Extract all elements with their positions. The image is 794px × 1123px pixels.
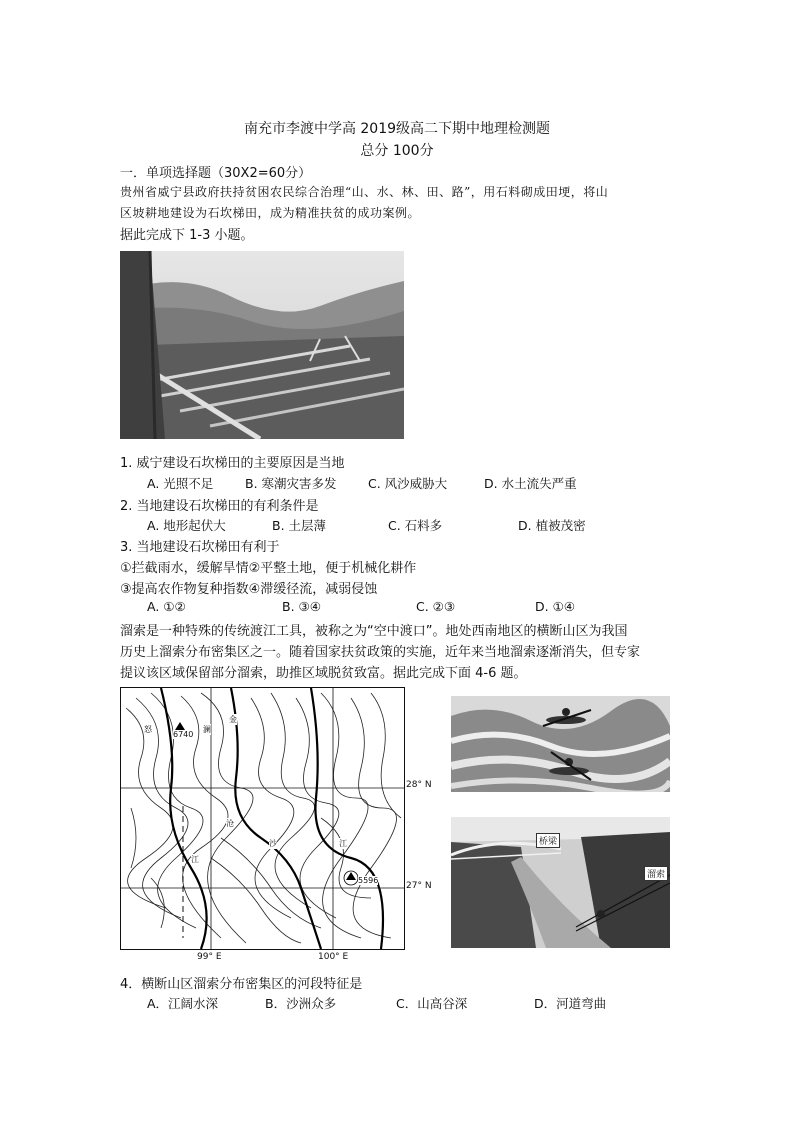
peak-marker-1: [175, 722, 185, 730]
q1-option-c[interactable]: C. 风沙威胁大: [368, 476, 448, 491]
q2-option-d[interactable]: D. 植被茂密: [518, 518, 586, 533]
river-label-jiang-2: 江: [339, 839, 347, 848]
bridge-label: 桥梁: [536, 833, 560, 848]
q1-stem: 1. 威宁建设石坎梯田的主要原因是当地: [120, 456, 345, 471]
passage2-line2: 历史上溜索分布密集区之一。随着国家扶贫政策的实施，近年来当地溜索逐渐消失，但专家: [120, 645, 641, 660]
passage1-line1: 贵州省威宁县政府扶持贫困农民综合治理“山、水、林、田、路”，用石料砌成田埂，将山: [120, 185, 609, 199]
q1-option-b[interactable]: B. 寒潮灾害多发: [245, 476, 337, 491]
q2-option-b[interactable]: B. 土层薄: [272, 518, 327, 533]
lon-label-99e: 99° E: [197, 952, 222, 962]
river-label-lan: 澜: [203, 725, 211, 734]
q3-option-a[interactable]: A. ①②: [147, 599, 186, 614]
q4-option-b[interactable]: B．沙洲众多: [265, 996, 337, 1011]
q4-option-c[interactable]: C．山高谷深: [396, 996, 468, 1011]
q2-option-a[interactable]: A. 地形起伏大: [147, 518, 226, 533]
q3-option-d[interactable]: D. ①④: [535, 599, 575, 614]
zipline-label: 溜索: [644, 866, 668, 881]
river-label-sha: 沙: [269, 839, 277, 848]
q3-option-c[interactable]: C. ②③: [416, 599, 456, 614]
q3-statements-2: ③提高农作物复种指数④滞缓径流，减弱侵蚀: [120, 582, 378, 597]
river-label-cang: 沧: [226, 819, 234, 828]
q2-stem: 2. 当地建设石坎梯田的有利条件是: [120, 499, 319, 514]
river-label-jiang-1: 江: [191, 855, 199, 864]
q3-statements-1: ①拦截雨水，缓解旱情②平整土地，便于机械化耕作: [120, 561, 417, 576]
q4-option-a[interactable]: A．江阔水深: [147, 996, 219, 1011]
passage2-line3: 提议该区域保留部分溜索，助推区域脱贫致富。据此完成下面 4-6 题。: [120, 666, 527, 681]
q1-option-a[interactable]: A. 光照不足: [147, 476, 214, 491]
kayak-photo: [451, 696, 670, 792]
lon-label-100e: 100° E: [318, 952, 349, 962]
q3-option-b[interactable]: B. ③④: [282, 599, 321, 614]
peak-marker-2: [346, 872, 356, 880]
river-label-jin: 金: [229, 715, 237, 724]
lat-label-27n: 27° N: [406, 881, 432, 891]
gorge-photo: [451, 817, 670, 948]
peak-label-1: 6740: [173, 730, 194, 739]
q4-option-d[interactable]: D．河道弯曲: [534, 996, 607, 1011]
peak-label-2: 5596: [358, 876, 379, 885]
q2-option-c[interactable]: C. 石料多: [388, 518, 443, 533]
section-heading: 一．单项选择题（30X2=60分）: [120, 166, 312, 181]
river-label-nu: 怒: [144, 725, 152, 734]
lat-label-28n: 28° N: [406, 780, 432, 790]
passage2-line1: 溜索是一种特殊的传统渡江工具，被称之为“空中渡口”。地处西南地区的横断山区为我国: [120, 624, 628, 639]
contour-map: [120, 687, 405, 950]
q4-stem: 4．横断山区溜索分布密集区的河段特征是: [120, 977, 363, 992]
exam-title: 南充市李渡中学高 2019级高二下期中地理检测题: [243, 121, 551, 137]
passage1-instruction: 据此完成下 1-3 小题。: [120, 228, 254, 243]
passage1-line2: 区坡耕地建设为石坎梯田，成为精准扶贫的成功案例。: [120, 206, 421, 220]
q1-option-d[interactable]: D. 水土流失严重: [484, 476, 577, 491]
terrace-photo: [120, 251, 404, 439]
q3-stem: 3. 当地建设石坎梯田有利于: [120, 540, 280, 555]
total-score: 总分 100分: [360, 143, 434, 159]
